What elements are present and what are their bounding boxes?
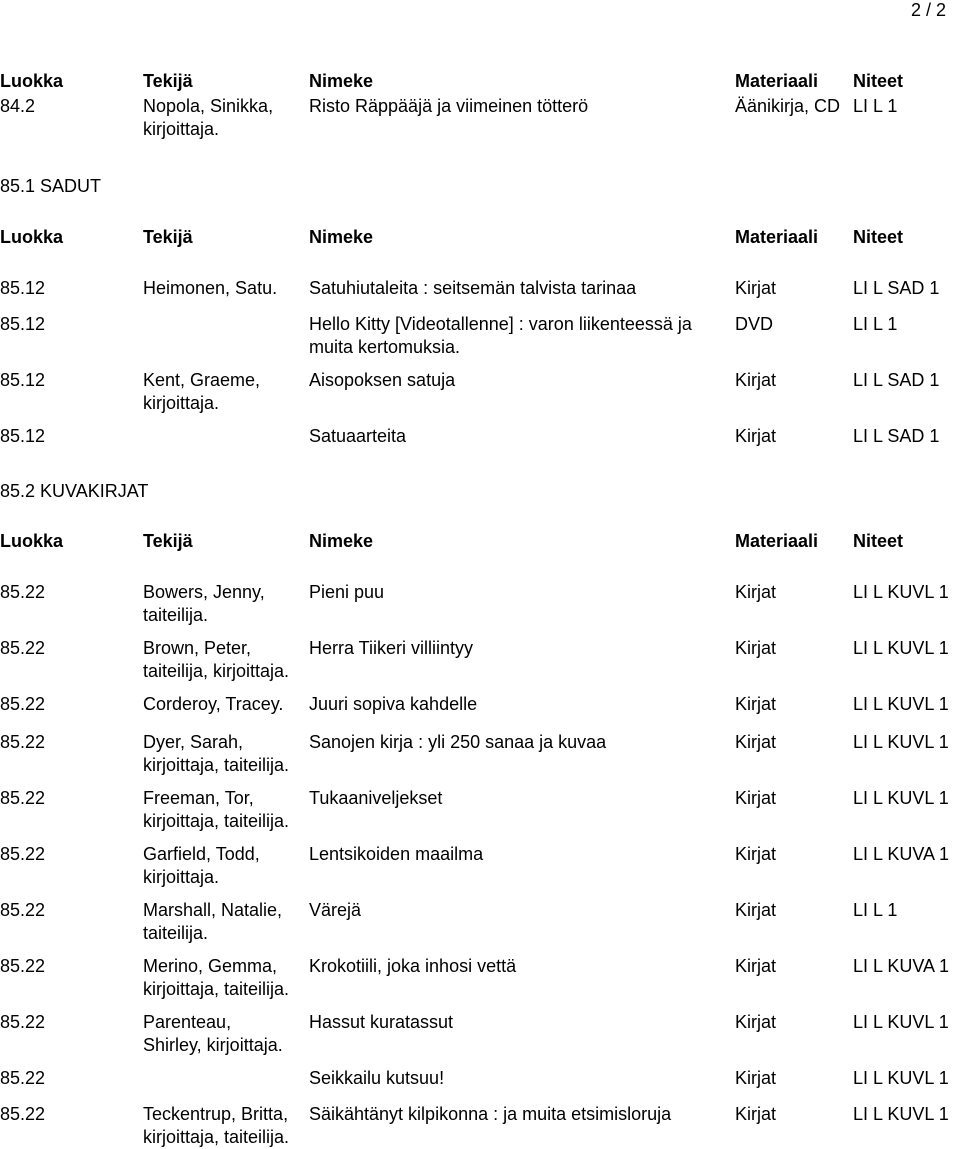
header-niteet: Niteet xyxy=(853,71,904,91)
cell-nimeke-line: Hassut kuratassut xyxy=(309,1012,454,1032)
cell-niteet: LI L KUVA 1 xyxy=(853,844,950,864)
cell-tekija xyxy=(143,693,283,716)
cell-luokka: 85.22 xyxy=(0,956,46,976)
cell-tekija-line: Parenteau, xyxy=(143,1012,232,1032)
cell-tekija-line: taiteilija. xyxy=(143,923,209,943)
cell-materiaali: Kirjat xyxy=(735,844,777,864)
cell-luokka: 85.22 xyxy=(0,694,46,714)
cell-nimeke xyxy=(309,899,361,922)
cell-nimeke-line: Sanojen kirja : yli 250 sanaa ja kuvaa xyxy=(309,732,607,752)
header-nimeke: Nimeke xyxy=(309,531,374,551)
cell-luokka: 85.12 xyxy=(0,426,46,446)
cell-tekija-line: Corderoy, Tracey. xyxy=(143,694,284,714)
cell-tekija-line: kirjoittaja, taiteilija. xyxy=(143,811,290,831)
cell-tekija-line: kirjoittaja, taiteilija. xyxy=(143,755,290,775)
cell-niteet: LI L SAD 1 xyxy=(853,370,940,390)
header-luokka: Luokka xyxy=(0,71,64,91)
cell-nimeke xyxy=(309,1011,453,1034)
cell-luokka: 85.12 xyxy=(0,278,46,298)
cell-materiaali: Kirjat xyxy=(735,732,777,752)
cell-nimeke-line: Satuhiutaleita : seitsemän talvista tarinaa xyxy=(309,278,637,298)
cell-tekija-line: Shirley, kirjoittaja. xyxy=(143,1035,283,1055)
cell-nimeke xyxy=(309,1067,444,1090)
header-nimeke: Nimeke xyxy=(309,227,374,247)
cell-nimeke xyxy=(309,787,442,810)
header-materiaali: Materiaali xyxy=(735,71,819,91)
cell-tekija-line: kirjoittaja. xyxy=(143,867,220,887)
cell-niteet: LI L SAD 1 xyxy=(853,278,940,298)
cell-nimeke xyxy=(309,313,692,359)
cell-nimeke xyxy=(309,425,406,448)
section-heading: 85.1 SADUT xyxy=(0,176,102,196)
cell-luokka: 85.12 xyxy=(0,314,46,334)
cell-tekija xyxy=(143,731,289,777)
section-heading: 85.2 KUVAKIRJAT xyxy=(0,481,149,501)
cell-tekija xyxy=(143,787,289,833)
cell-luokka: 85.22 xyxy=(0,1104,46,1124)
cell-luokka: 85.22 xyxy=(0,1068,46,1088)
cell-nimeke-line: Seikkailu kutsuu! xyxy=(309,1068,445,1088)
cell-materiaali: Kirjat xyxy=(735,638,777,658)
cell-niteet: LI L KUVL 1 xyxy=(853,638,949,658)
header-materiaali: Materiaali xyxy=(735,227,819,247)
cell-nimeke xyxy=(309,693,477,716)
header-niteet: Niteet xyxy=(853,531,904,551)
cell-materiaali: Kirjat xyxy=(735,370,777,390)
cell-nimeke-line: muita kertomuksia. xyxy=(309,337,461,357)
cell-nimeke-line: Risto Räppääjä ja viimeinen tötterö xyxy=(309,96,589,116)
cell-materiaali: Kirjat xyxy=(735,900,777,920)
cell-nimeke-line: Lentsikoiden maailma xyxy=(309,844,484,864)
cell-tekija xyxy=(143,955,289,1001)
cell-materiaali: Kirjat xyxy=(735,426,777,446)
cell-niteet: LI L SAD 1 xyxy=(853,426,940,446)
cell-nimeke xyxy=(309,731,606,754)
cell-tekija-line: Bowers, Jenny, xyxy=(143,582,265,602)
cell-luokka: 85.22 xyxy=(0,732,46,752)
cell-nimeke-line: Pieni puu xyxy=(309,582,385,602)
cell-tekija-line: Garfield, Todd, xyxy=(143,844,260,864)
header-tekija: Tekijä xyxy=(143,71,193,91)
cell-luokka: 85.12 xyxy=(0,370,46,390)
cell-tekija xyxy=(143,1103,289,1149)
cell-luokka: 84.2 xyxy=(0,96,36,116)
cell-materiaali: Kirjat xyxy=(735,788,777,808)
cell-tekija xyxy=(143,637,289,683)
cell-tekija-line: kirjoittaja. xyxy=(143,119,220,139)
cell-tekija-line: Freeman, Tor, xyxy=(143,788,254,808)
cell-tekija xyxy=(143,1011,283,1057)
cell-luokka: 85.22 xyxy=(0,1012,46,1032)
cell-tekija xyxy=(143,899,282,945)
cell-tekija xyxy=(143,581,265,627)
cell-tekija-line: taiteilija, kirjoittaja. xyxy=(143,661,290,681)
cell-niteet: LI L KUVL 1 xyxy=(853,1104,949,1124)
cell-nimeke xyxy=(309,843,483,866)
page-number: 2 / 2 xyxy=(910,0,946,20)
cell-materiaali: Kirjat xyxy=(735,956,777,976)
cell-tekija-line: Marshall, Natalie, xyxy=(143,900,283,920)
cell-luokka: 85.22 xyxy=(0,788,46,808)
cell-niteet: LI L KUVL 1 xyxy=(853,1012,949,1032)
cell-nimeke xyxy=(309,277,636,300)
cell-tekija xyxy=(143,277,277,300)
cell-tekija-line: kirjoittaja, taiteilija. xyxy=(143,979,290,999)
cell-niteet: LI L 1 xyxy=(853,96,898,116)
cell-materiaali: Kirjat xyxy=(735,278,777,298)
cell-nimeke-line: Tukaaniveljekset xyxy=(309,788,443,808)
cell-niteet: LI L KUVL 1 xyxy=(853,582,949,602)
cell-tekija-line: Nopola, Sinikka, xyxy=(143,96,274,116)
cell-niteet: LI L KUVL 1 xyxy=(853,694,949,714)
cell-niteet: LI L 1 xyxy=(853,900,898,920)
cell-nimeke-line: Juuri sopiva kahdelle xyxy=(309,694,478,714)
cell-nimeke-line: Krokotiili, joka inhosi vettä xyxy=(309,956,517,976)
cell-nimeke xyxy=(309,581,384,604)
cell-tekija-line: Brown, Peter, xyxy=(143,638,252,658)
cell-niteet: LI L KUVA 1 xyxy=(853,956,950,976)
cell-materiaali: DVD xyxy=(735,314,774,334)
header-luokka: Luokka xyxy=(0,227,64,247)
cell-luokka: 85.22 xyxy=(0,900,46,920)
cell-materiaali: Kirjat xyxy=(735,582,777,602)
cell-niteet: LI L KUVL 1 xyxy=(853,1068,949,1088)
cell-tekija-line: Merino, Gemma, xyxy=(143,956,278,976)
cell-nimeke-line: Aisopoksen satuja xyxy=(309,370,456,390)
cell-tekija xyxy=(143,95,273,141)
cell-luokka: 85.22 xyxy=(0,638,46,658)
cell-materiaali: Kirjat xyxy=(735,694,777,714)
cell-tekija-line: Kent, Graeme, xyxy=(143,370,261,390)
cell-nimeke xyxy=(309,1103,671,1126)
cell-tekija-line: kirjoittaja, taiteilija. xyxy=(143,1127,290,1147)
cell-tekija xyxy=(143,369,260,415)
cell-niteet: LI L KUVL 1 xyxy=(853,788,949,808)
cell-nimeke-line: Hello Kitty [Videotallenne] : varon liikenteessä ja xyxy=(309,314,692,334)
cell-nimeke xyxy=(309,637,473,660)
cell-tekija xyxy=(143,843,260,889)
cell-niteet: LI L KUVL 1 xyxy=(853,732,949,752)
cell-luokka: 85.22 xyxy=(0,844,46,864)
cell-nimeke xyxy=(309,955,516,978)
cell-tekija-line: taiteilija. xyxy=(143,605,209,625)
cell-nimeke xyxy=(309,369,455,392)
cell-tekija-line: Heimonen, Satu. xyxy=(143,278,278,298)
header-niteet: Niteet xyxy=(853,227,904,247)
cell-materiaali: Kirjat xyxy=(735,1012,777,1032)
cell-nimeke-line: Satuaarteita xyxy=(309,426,407,446)
cell-materiaali: Kirjat xyxy=(735,1104,777,1124)
cell-nimeke-line: Herra Tiikeri villiintyy xyxy=(309,638,474,658)
cell-tekija-line: kirjoittaja. xyxy=(143,393,220,413)
cell-nimeke xyxy=(309,95,588,118)
cell-nimeke-line: Värejä xyxy=(309,900,362,920)
header-tekija: Tekijä xyxy=(143,227,193,247)
cell-nimeke-line: Säikähtänyt kilpikonna : ja muita etsimisloruja xyxy=(309,1104,672,1124)
cell-niteet: LI L 1 xyxy=(853,314,898,334)
cell-tekija-line: Teckentrup, Britta, xyxy=(143,1104,289,1124)
cell-tekija-line: Dyer, Sarah, xyxy=(143,732,244,752)
header-nimeke: Nimeke xyxy=(309,71,374,91)
header-luokka: Luokka xyxy=(0,531,64,551)
cell-materiaali: Kirjat xyxy=(735,1068,777,1088)
header-tekija: Tekijä xyxy=(143,531,193,551)
cell-luokka: 85.22 xyxy=(0,582,46,602)
cell-materiaali: Äänikirja, CD xyxy=(735,96,841,116)
header-materiaali: Materiaali xyxy=(735,531,819,551)
